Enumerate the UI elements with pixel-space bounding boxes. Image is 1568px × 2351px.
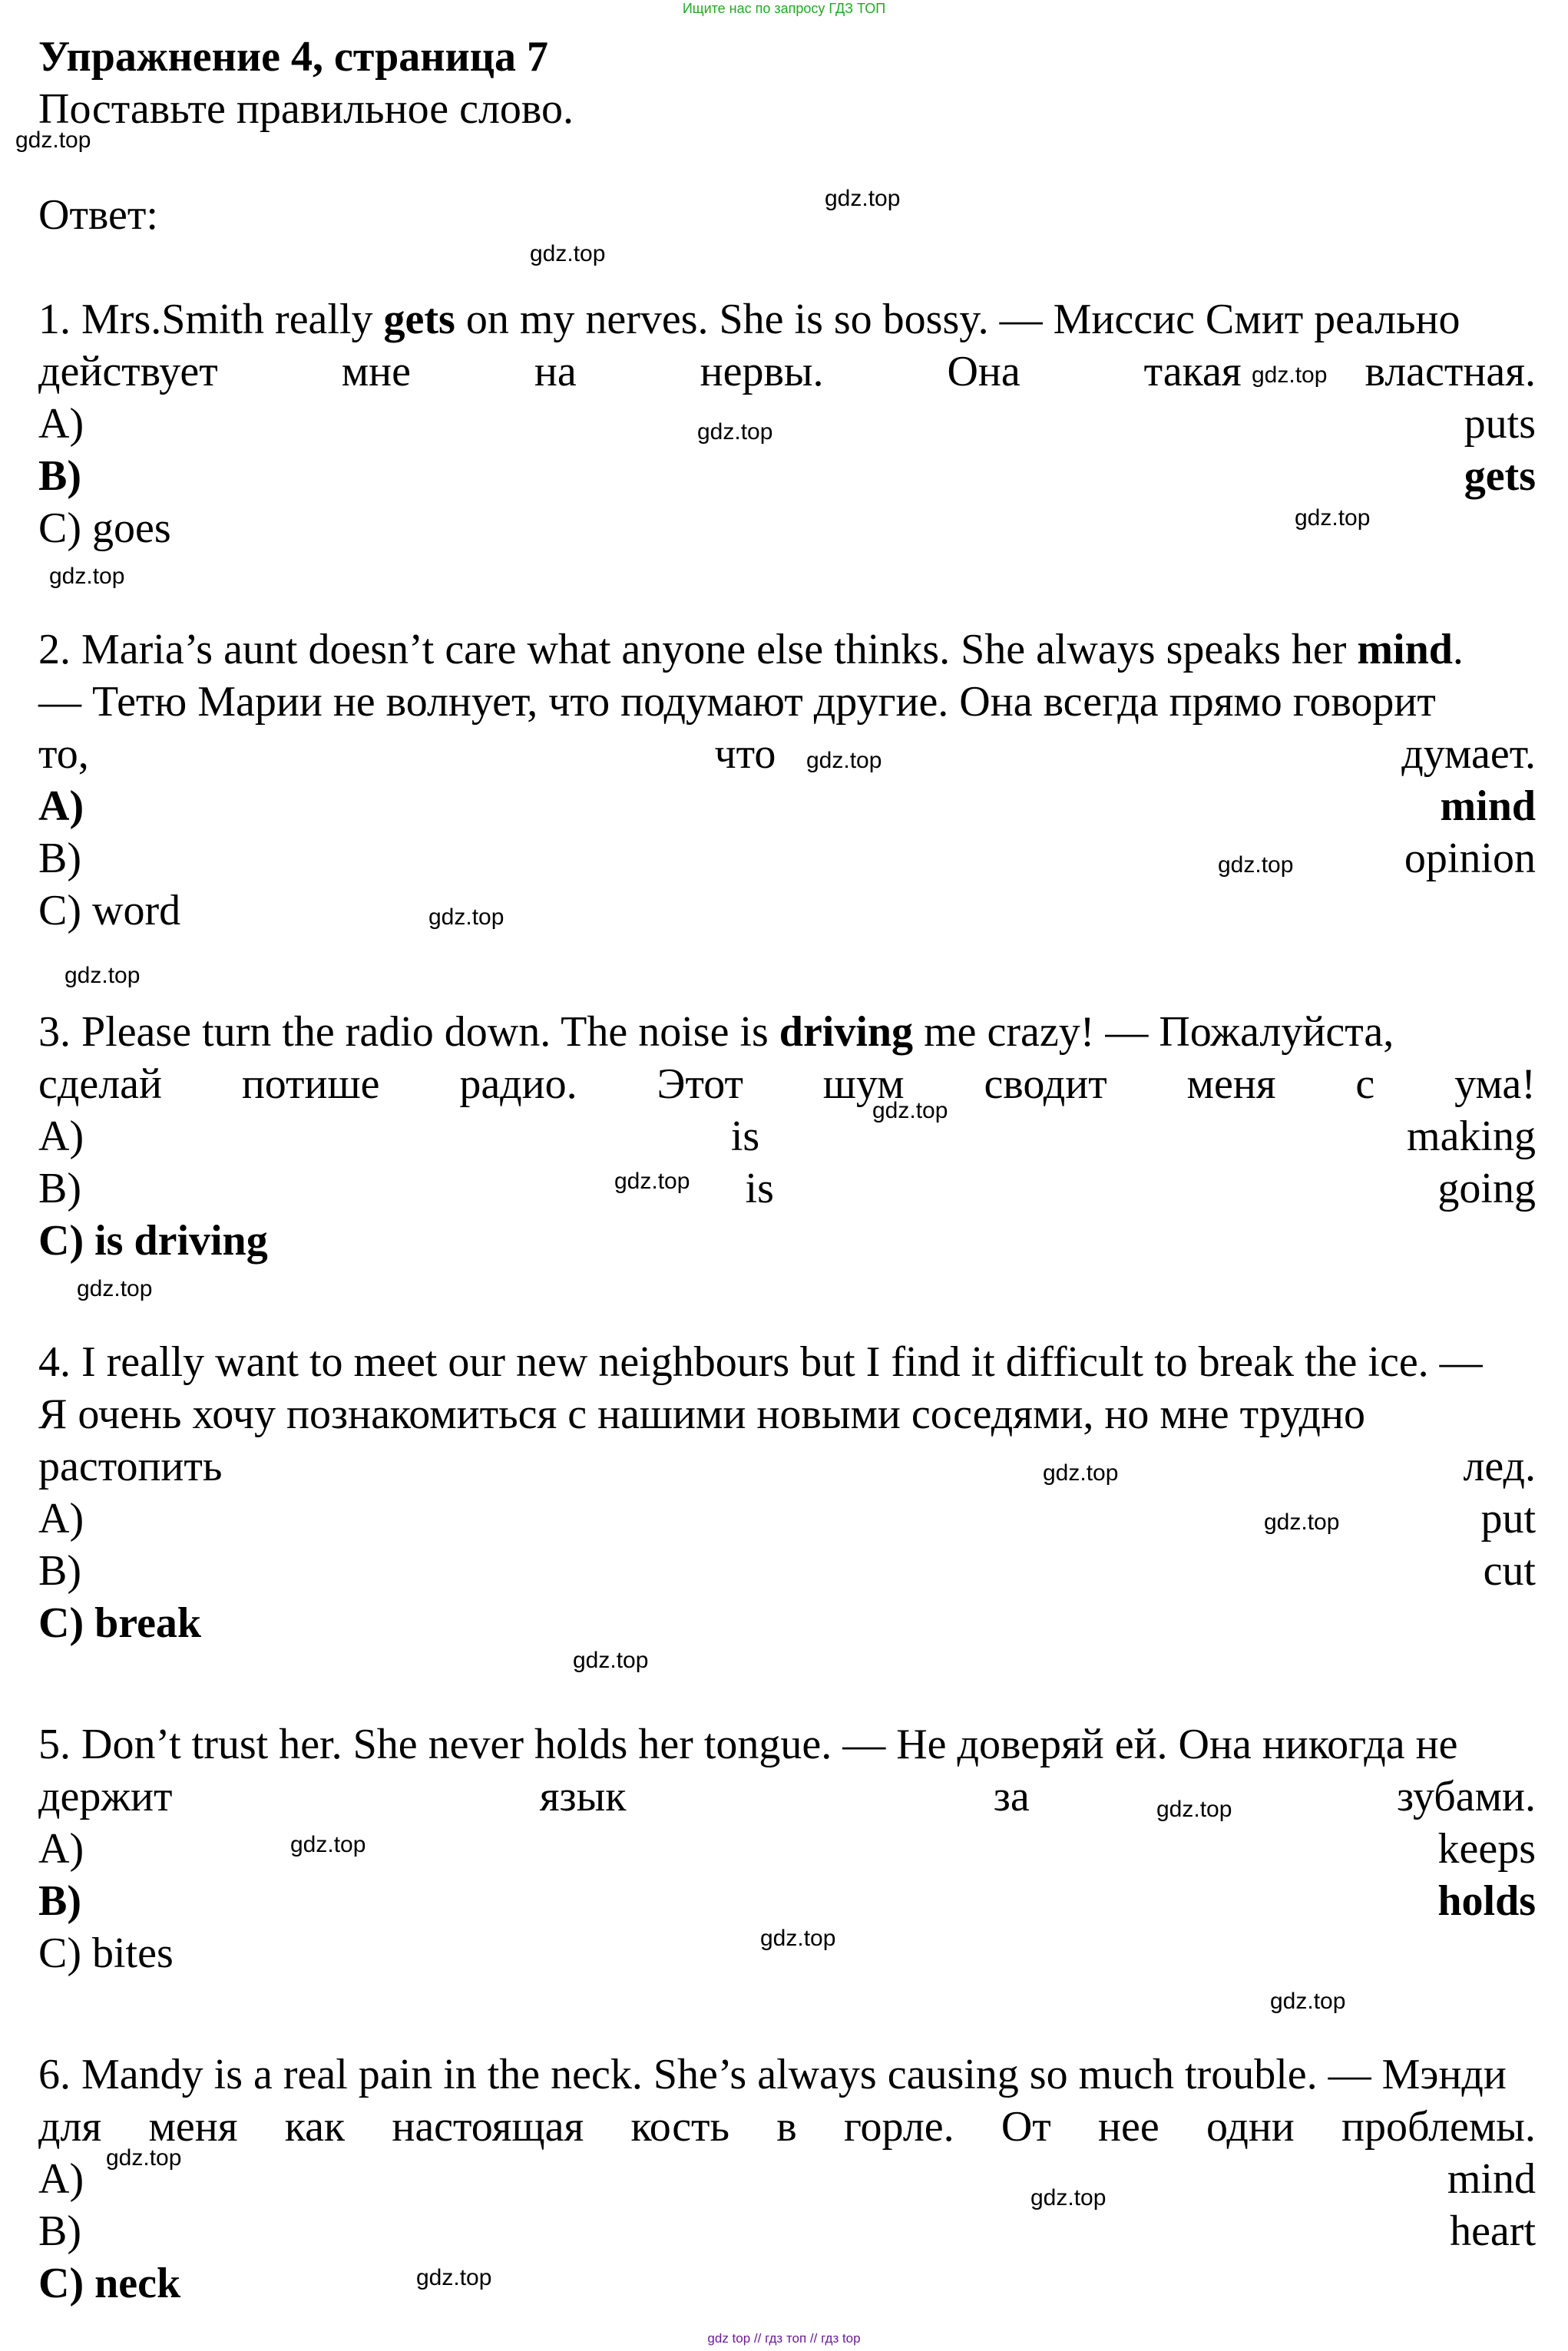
- item-2-russian-line: — Тетю Марии не волнует, что подумают другие. Она всегда прямо говорит: [38, 678, 1436, 726]
- word: такая: [1143, 348, 1242, 395]
- option-letter: A): [38, 782, 84, 830]
- word: мне: [341, 348, 411, 395]
- item-2-option-a: [38, 780, 1536, 832]
- item-4-option-c: C) break: [38, 1599, 202, 1647]
- word: в: [776, 2103, 797, 2151]
- exercise-instruction: Поставьте правильное слово.: [38, 85, 574, 133]
- watermark: gdz.top: [760, 1926, 836, 1951]
- word: нее: [1098, 2103, 1159, 2151]
- watermark: gdz.top: [1030, 2185, 1107, 2210]
- watermark: gdz.top: [290, 1832, 366, 1857]
- watermark: gdz.top: [530, 241, 606, 266]
- option-letter: A): [38, 1825, 84, 1873]
- word: меня: [1186, 1060, 1276, 1108]
- item-2-text-b: .: [1452, 626, 1464, 673]
- watermark: gdz.top: [1218, 852, 1294, 878]
- word: меня: [148, 2103, 238, 2151]
- item-5-english: 5. Don’t trust her. She never holds her tongue. — Не доверяй ей. Она никогда не: [38, 1721, 1458, 1768]
- item-3-text-b: me crazy! — Пожалуйста,: [913, 1008, 1394, 1056]
- item-1-english: [38, 293, 1536, 346]
- word: лед.: [1463, 1443, 1536, 1490]
- watermark: gdz.top: [806, 748, 882, 773]
- option-letter: B): [38, 1165, 81, 1212]
- word: растопить: [38, 1443, 223, 1490]
- word: сводит: [984, 1060, 1107, 1108]
- word: думает.: [1401, 730, 1536, 778]
- answer-label: Ответ:: [38, 191, 158, 239]
- word: за: [993, 1773, 1030, 1820]
- option-word: put: [1480, 1495, 1536, 1543]
- item-6-option-c: C) neck: [38, 2260, 181, 2307]
- item-5-russian: [38, 1771, 1536, 1823]
- item-1-text-a: 1. Mrs.Smith really: [38, 296, 384, 343]
- word: с: [1355, 1060, 1375, 1108]
- word: что: [714, 730, 776, 778]
- option-word: puts: [1464, 400, 1536, 448]
- option-letter: B): [38, 2207, 81, 2255]
- watermark: gdz.top: [77, 1276, 153, 1301]
- item-2-option-b: [38, 832, 1536, 885]
- watermark: gdz.top: [573, 1648, 649, 1673]
- option-letter: A): [38, 1495, 84, 1543]
- item-2-keyword: mind: [1357, 626, 1453, 673]
- option-letter: A): [38, 2155, 84, 2203]
- watermark: gdz.top: [872, 1098, 948, 1123]
- word: кость: [630, 2103, 730, 2151]
- option-word: gets: [1464, 452, 1536, 500]
- item-5-option-c: C) bites: [38, 1929, 174, 1977]
- watermark: gdz.top: [15, 127, 91, 153]
- word: для: [38, 2103, 102, 2151]
- word: потише: [241, 1060, 380, 1108]
- top-banner: Ищите нас по запросу ГДЗ ТОП: [682, 1, 886, 16]
- option-letter: A): [38, 400, 84, 448]
- item-2-text-a: 2. Maria’s aunt doesn’t care what anyone else thinks. She always speaks her: [38, 626, 1358, 673]
- watermark: gdz.top: [49, 564, 125, 589]
- watermark: gdz.top: [416, 2265, 492, 2290]
- bottom-banner: gdz top // гдз топ // гдз top: [707, 2331, 861, 2346]
- option-word: making: [1407, 1113, 1536, 1160]
- watermark: gdz.top: [1270, 1989, 1346, 2014]
- option-word: mind: [1447, 2155, 1536, 2203]
- option-word: holds: [1437, 1877, 1536, 1925]
- item-1-keyword: gets: [383, 296, 455, 343]
- item-3-option-a: [38, 1110, 1536, 1162]
- watermark: gdz.top: [825, 186, 901, 211]
- item-2-option-c: C) word: [38, 887, 181, 934]
- watermark: gdz.top: [697, 419, 773, 445]
- watermark: gdz.top: [1295, 505, 1371, 531]
- word: настоящая: [392, 2103, 584, 2151]
- item-6-option-a: [38, 2153, 1536, 2205]
- word: ума!: [1454, 1060, 1536, 1108]
- word: Она: [947, 348, 1021, 395]
- option-letter: B): [38, 452, 81, 500]
- item-1-text-b: on my nerves. She is so bossy. — Миссис Смит реально: [455, 296, 1460, 343]
- item-3-option-b: [38, 1162, 1536, 1215]
- word: на: [534, 348, 577, 395]
- option-word: keeps: [1437, 1825, 1536, 1873]
- option-word: opinion: [1404, 835, 1536, 882]
- word: одни: [1206, 2103, 1295, 2151]
- option-letter: B): [38, 1877, 81, 1925]
- watermark: gdz.top: [1156, 1797, 1232, 1822]
- watermark: gdz.top: [428, 904, 504, 930]
- watermark: gdz.top: [1252, 362, 1328, 388]
- item-5-option-b: [38, 1875, 1536, 1927]
- watermark: gdz.top: [106, 2145, 182, 2171]
- word: как: [284, 2103, 346, 2151]
- option-word: mind: [1440, 782, 1536, 830]
- word: держит: [38, 1773, 173, 1820]
- option-aux: is: [745, 1165, 774, 1212]
- item-1-option-c: C) goes: [38, 504, 171, 552]
- word: горле.: [843, 2103, 954, 2151]
- item-3-russian: [38, 1058, 1536, 1110]
- word: радио.: [459, 1060, 577, 1108]
- exercise-title: Упражнение 4, страница 7: [38, 33, 549, 81]
- option-word: going: [1437, 1165, 1536, 1212]
- item-4-english: 4. I really want to meet our new neighbours but I find it difficult to break the ice. —: [38, 1338, 1483, 1386]
- word: действует: [38, 348, 218, 395]
- word: Этот: [657, 1060, 743, 1108]
- item-2-english: [38, 623, 1536, 676]
- item-2-russian: [38, 728, 1536, 780]
- watermark: gdz.top: [1043, 1460, 1119, 1486]
- item-6-english: 6. Mandy is a real pain in the neck. She’s always causing so much trouble. — Мэнди: [38, 2051, 1507, 2098]
- watermark: gdz.top: [614, 1169, 690, 1194]
- item-3-keyword: driving: [779, 1008, 914, 1056]
- word: нервы.: [700, 348, 824, 395]
- word: язык: [539, 1773, 627, 1820]
- item-4-option-b: [38, 1545, 1536, 1597]
- option-letter: B): [38, 1547, 81, 1595]
- item-1-option-a: [38, 398, 1536, 450]
- item-4-russian-line: Я очень хочу познакомиться с нашими новыми соседями, но мне трудно: [38, 1390, 1366, 1438]
- option-letter: A): [38, 1113, 84, 1160]
- watermark: gdz.top: [1264, 1509, 1340, 1535]
- item-3-text-a: 3. Please turn the radio down. The noise is: [38, 1008, 779, 1056]
- item-1-option-b: [38, 450, 1536, 502]
- option-letter: B): [38, 835, 81, 882]
- word: проблемы.: [1341, 2103, 1536, 2151]
- word: властная.: [1365, 348, 1536, 395]
- option-word: cut: [1483, 1547, 1536, 1595]
- watermark: gdz.top: [65, 963, 141, 988]
- word: От: [1001, 2103, 1051, 2151]
- option-word: heart: [1450, 2207, 1536, 2255]
- word: то,: [38, 730, 89, 778]
- option-aux: is: [730, 1113, 760, 1160]
- item-4-russian: [38, 1440, 1536, 1493]
- word: сделай: [38, 1060, 162, 1108]
- item-3-option-c: C) is driving: [38, 1217, 268, 1265]
- item-5-option-a: [38, 1823, 1536, 1875]
- item-6-russian: [38, 2101, 1536, 2153]
- word: шум: [822, 1060, 905, 1108]
- word: зубами.: [1397, 1773, 1536, 1820]
- item-3-english: [38, 1006, 1536, 1058]
- item-6-option-b: [38, 2205, 1536, 2257]
